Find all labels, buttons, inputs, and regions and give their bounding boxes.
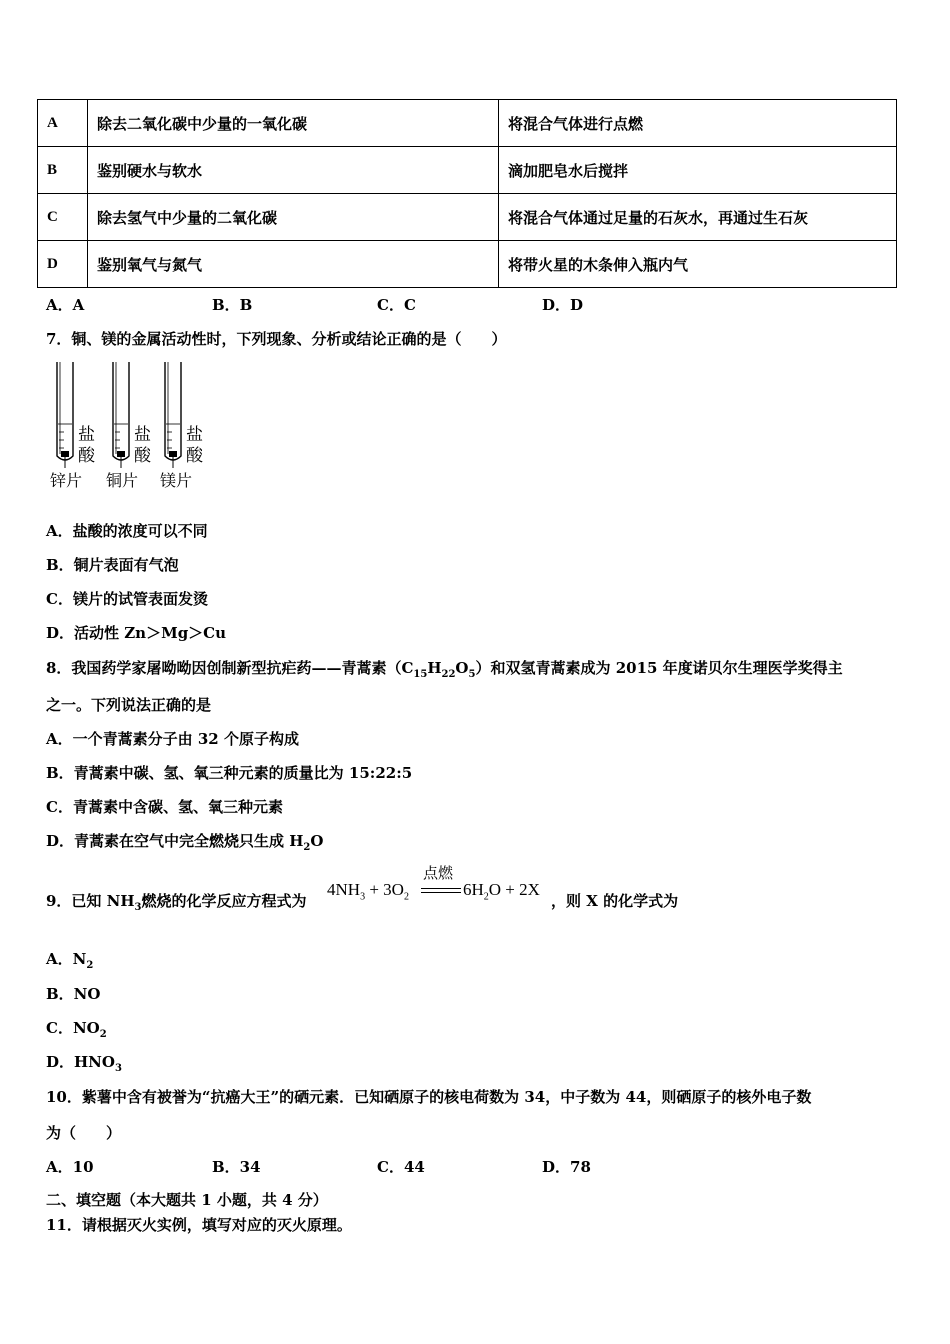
tube2-label-yan: 盐 <box>134 425 151 445</box>
q7-option-b[interactable]: B．铜片表面有气泡 <box>46 556 179 574</box>
q11-stem: 11．请根据灭火实例，填写对应的灭火原理。 <box>46 1216 352 1234</box>
tube3-name: 镁片 <box>160 471 193 490</box>
q9-stem <box>46 890 307 913</box>
choice-b[interactable]: B．B <box>212 296 253 314</box>
eq-sub-2: 2 <box>403 891 409 903</box>
tube2-name: 铜片 <box>106 471 139 490</box>
q9-reaction-arrow <box>421 862 461 896</box>
eq-right-2: O + 2X <box>488 880 540 899</box>
row-task: 鉴别氧气与氮气 <box>88 241 499 288</box>
q8-stem-line2: 之一。下列说法正确的是 <box>46 696 212 714</box>
eq-left-1: 4NH <box>327 880 361 899</box>
choice-c[interactable]: C．44 <box>377 1158 425 1176</box>
row-letter: C <box>38 194 88 241</box>
q8-sub-15: 15 <box>413 669 428 680</box>
row-letter: D <box>38 241 88 288</box>
q9-option-c[interactable] <box>46 1017 107 1040</box>
table-row <box>38 100 897 147</box>
row-task: 除去二氧化碳中少量的一氧化碳 <box>88 100 499 147</box>
test-tube-3 <box>165 362 181 468</box>
table-row <box>38 241 897 288</box>
tube3-label-yan: 盐 <box>186 425 203 445</box>
row-task: 除去氢气中少量的二氧化碳 <box>88 194 499 241</box>
q8-option-c[interactable]: C．青蒿素中含碳、氢、氧三种元素 <box>46 798 283 816</box>
q9-stem-a: 9．已知 NH <box>46 892 135 910</box>
row-task: 鉴别硬水与软水 <box>88 147 499 194</box>
table-row <box>38 147 897 194</box>
q8-o: O <box>455 659 469 677</box>
q9-stem-tail: ，则 X 的化学式为 <box>551 892 679 910</box>
tube1-label-yan: 盐 <box>78 425 95 445</box>
q8-option-b[interactable]: B．青蒿素中碳、氢、氧三种元素的质量比为 15:22:5 <box>46 764 413 782</box>
q9-option-b[interactable] <box>46 983 100 1004</box>
q8-option-d-sub: 2 <box>303 842 311 853</box>
eq-sub-3: 3 <box>360 891 366 903</box>
q9-stem-sub: 3 <box>134 902 142 913</box>
choice-d[interactable]: D．78 <box>542 1158 591 1176</box>
q8-sub-5: 5 <box>468 669 476 680</box>
q8-option-a[interactable]: A．一个青蒿素分子由 32 个原子构成 <box>46 730 299 748</box>
row-method: 将带火星的木条伸入瓶内气 <box>499 241 897 288</box>
row-method: 滴加肥皂水后搅拌 <box>499 147 897 194</box>
q10-stem-line2: 为（ ） <box>46 1124 122 1142</box>
test-tube-2 <box>113 362 129 468</box>
q8-option-d-tail: O <box>310 832 324 850</box>
q7-stem: 7．铜、镁的金属活动性时，下列现象、分析或结论正确的是（ ） <box>46 330 507 348</box>
choice-d[interactable]: D．D <box>542 296 584 314</box>
choice-a[interactable]: A．A <box>46 296 85 314</box>
options-table <box>37 99 897 288</box>
eq-right-1: 6H <box>463 880 484 899</box>
option-main: D．HNO <box>46 1053 115 1071</box>
option-main: B．NO <box>46 985 101 1003</box>
q8-stem-a: 8．我国药学家屠呦呦因创制新型抗疟药——青蒿素（C <box>46 659 414 677</box>
q8-stem-line1 <box>46 657 843 680</box>
option-main: C．NO <box>46 1019 100 1037</box>
option-main: A．N <box>46 950 87 968</box>
tube1-name: 锌片 <box>50 471 83 490</box>
q7-option-d[interactable]: D．活动性 Zn＞Mg＞Cu <box>46 624 227 642</box>
q8-stem-b: ）和双氢青蒿素成为 2015 年度诺贝尔生理医学奖得主 <box>475 659 843 677</box>
q8-option-d[interactable] <box>46 830 323 853</box>
tube1-label-suan: 酸 <box>78 446 95 466</box>
option-sub: 2 <box>86 960 94 971</box>
q7-option-a[interactable]: A．盐酸的浓度可以不同 <box>46 522 208 540</box>
tube3-label-suan: 酸 <box>186 446 203 466</box>
q10-stem-line1: 10．紫薯中含有被誉为“抗癌大王”的硒元素．已知硒原子的核电荷数为 34，中子数为 44，则硒原子的核外电子数 <box>46 1088 812 1106</box>
condition-label: 点燃 <box>423 866 454 882</box>
q9-equation-right <box>463 880 540 902</box>
equals-line-bottom <box>421 892 461 893</box>
test-tube-1 <box>57 362 73 468</box>
row-letter: B <box>38 147 88 194</box>
q7-figure <box>48 358 228 492</box>
table-row <box>38 194 897 241</box>
choice-a[interactable]: A．10 <box>46 1158 94 1176</box>
q9-option-d[interactable] <box>46 1051 122 1074</box>
tube2-label-suan: 酸 <box>134 446 151 466</box>
option-sub: 3 <box>114 1063 122 1074</box>
row-letter: A <box>38 100 88 147</box>
q8-h: H <box>427 659 442 677</box>
q9-stem-b: 燃烧的化学反应方程式为 <box>141 892 307 910</box>
q9-option-a[interactable] <box>46 948 93 971</box>
equals-line-top <box>421 888 461 889</box>
q8-option-d-text: D．青蒿素在空气中完全燃烧只生成 H <box>46 832 304 850</box>
q7-option-c[interactable]: C．镁片的试管表面发烫 <box>46 590 208 608</box>
row-method: 将混合气体进行点燃 <box>499 100 897 147</box>
q9-equation <box>327 880 409 902</box>
choice-b[interactable]: B．34 <box>212 1158 261 1176</box>
row-method: 将混合气体通过足量的石灰水，再通过生石灰 <box>499 194 897 241</box>
eq-left-2: + 3O <box>365 880 404 899</box>
q8-sub-22: 22 <box>441 669 456 680</box>
choice-c[interactable]: C．C <box>377 296 416 314</box>
option-sub: 2 <box>99 1029 107 1040</box>
section-heading: 二、填空题（本大题共 1 小题，共 4 分） <box>46 1191 328 1209</box>
eq-sub-h2: 2 <box>483 891 489 903</box>
